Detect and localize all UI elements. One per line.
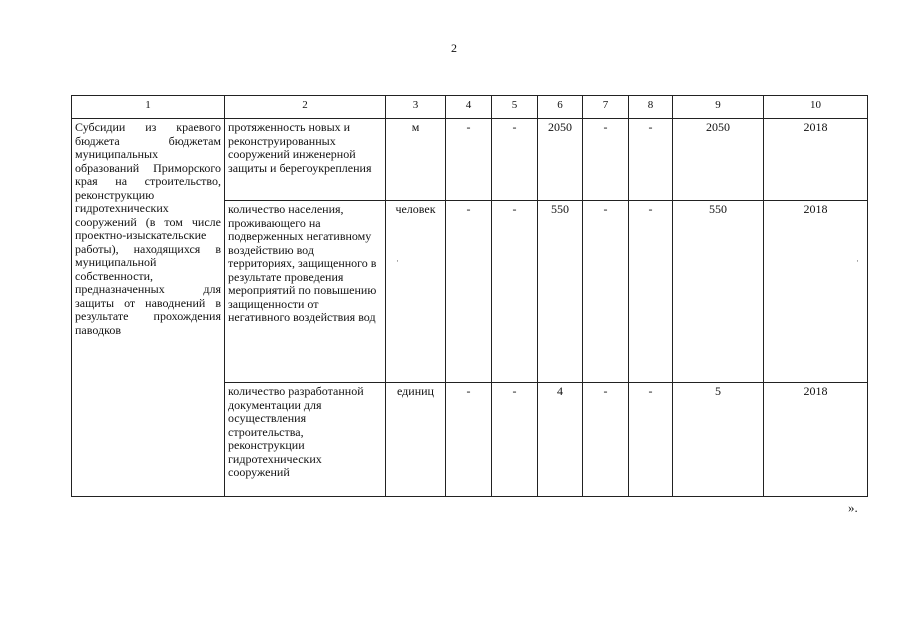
header-cell: 1 (72, 96, 225, 119)
header-cell: 3 (386, 96, 446, 119)
value-cell: - (629, 201, 673, 383)
closing-quote-mark: ». (848, 500, 858, 515)
header-cell: 6 (538, 96, 583, 119)
header-cell: 9 (673, 96, 764, 119)
unit-cell: м (386, 119, 446, 201)
unit-cell: человек (386, 201, 446, 383)
value-cell: - (446, 383, 492, 497)
header-cell: 7 (583, 96, 629, 119)
value-cell: 2018 (764, 383, 868, 497)
header-cell: 10 (764, 96, 868, 119)
value-cell: - (583, 383, 629, 497)
header-row (72, 96, 868, 119)
subsidy-description: Субсидии из краевого бюджета бюджетам муниципальных образований Приморского края на строительство, реконструкцию гидротехнических сооружений (в том числе проектно-изыскательские работы), находящихся в муниципальной собственности, предназначенных для защиты от наводнений в результате прохождения паводков (72, 119, 225, 497)
indicators-table (71, 95, 868, 497)
value-cell: - (583, 119, 629, 201)
indicator-cell: количество разработанной документации для осуществления строительства, реконструкции гидротехнических сооружений (225, 383, 386, 497)
value-cell: 5 (673, 383, 764, 497)
indicator-cell: протяженность новых и реконструированных сооружений инженерной защиты и берегоукрепления (225, 119, 386, 201)
value-cell: - (446, 201, 492, 383)
value-cell: 2050 (538, 119, 583, 201)
header-cell: 8 (629, 96, 673, 119)
scan-speck: · (856, 256, 859, 266)
value-cell: - (629, 119, 673, 201)
header-cell: 5 (492, 96, 538, 119)
value-cell: - (492, 201, 538, 383)
scan-speck: · (396, 256, 399, 266)
table-row (72, 119, 868, 201)
value-cell: - (492, 383, 538, 497)
page-number: 2 (451, 41, 457, 55)
value-cell: 550 (538, 201, 583, 383)
header-cell: 4 (446, 96, 492, 119)
value-cell: 2018 (764, 119, 868, 201)
value-cell: 4 (538, 383, 583, 497)
value-cell: 550 (673, 201, 764, 383)
value-cell: - (446, 119, 492, 201)
header-cell: 2 (225, 96, 386, 119)
value-cell: 2018 (764, 201, 868, 383)
value-cell: - (583, 201, 629, 383)
value-cell: 2050 (673, 119, 764, 201)
unit-cell: единиц (386, 383, 446, 497)
value-cell: - (492, 119, 538, 201)
indicator-cell: количество населения, проживающего на подверженных негативному воздействию вод территориях, защищенного в результате проведения мероприятий по повышению защищенности от негативного воздействия вод (225, 201, 386, 383)
value-cell: - (629, 383, 673, 497)
